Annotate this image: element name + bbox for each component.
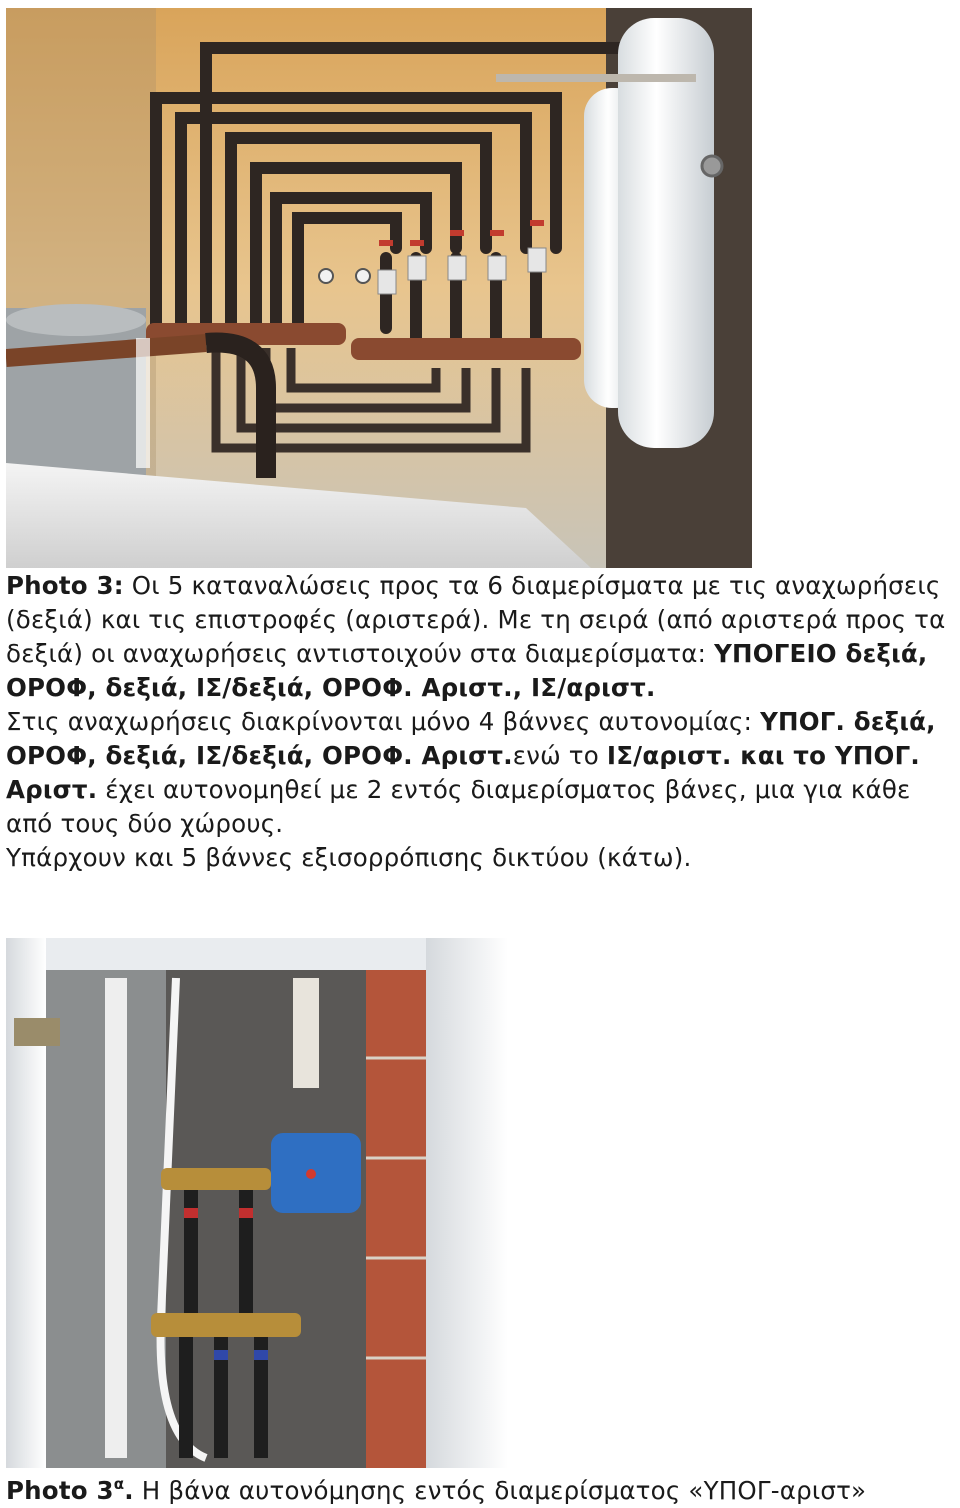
autonomy-valve-photo [6, 938, 508, 1468]
caption-paragraph-balance: Υπάρχουν και 5 βάννες εξισορρόπισης δικτύου (κάτω). [6, 843, 692, 872]
photo-3a-caption [6, 1467, 956, 1508]
photo-label: Photo 3: [6, 571, 124, 600]
caption-paragraph-apartments [6, 569, 956, 705]
valves-list-2: ΙΣ/αριστ. και το ΥΠΟΓ. Αριστ. [6, 741, 920, 804]
photo-label-dot: . [124, 1476, 134, 1505]
apartment-list: ΥΠΟΓΕΙΟ δεξιά, ΟΡΟΦ, δεξιά, ΙΣ/δεξιά, ΟΡΟΦ. Αριστ., ΙΣ/αριστ. [6, 639, 928, 702]
valves-tail: έχει αυτονομηθεί με 2 εντός διαμερίσματος βάνες, μια για κάθε από τους δύο χώρους. [6, 775, 911, 838]
photo-3-caption [6, 569, 956, 875]
valves-mid: ενώ το [512, 741, 607, 770]
photo-3a-text: Η βάνα αυτονόμησης εντός διαμερίσματος «ΥΠΟΓ-αριστ» [133, 1476, 867, 1505]
boiler-room-manifold-photo [6, 8, 752, 568]
caption-intro: Οι 5 καταναλώσεις προς τα 6 διαμερίσματα με τις αναχωρήσεις (δεξιά) και τις επιστροφές (αριστερά). Με τη σειρά (από αριστερά προς τα δεξιά) οι αναχωρήσεις αντιστοιχούν στα διαμερίσματα: [6, 571, 946, 668]
valves-intro: Στις αναχωρήσεις διακρίνονται μόνο 4 βάννες αυτονομίας: [6, 707, 761, 736]
photo-label-superscript: α [113, 1475, 125, 1493]
valves-list: ΥΠΟΓ. δεξιά, ΟΡΟΦ, δεξιά, ΙΣ/δεξιά, ΟΡΟΦ. Αριστ. [6, 707, 936, 770]
photo-label-3a: Photo 3 [6, 1476, 114, 1505]
caption-paragraph-valves [6, 705, 956, 841]
